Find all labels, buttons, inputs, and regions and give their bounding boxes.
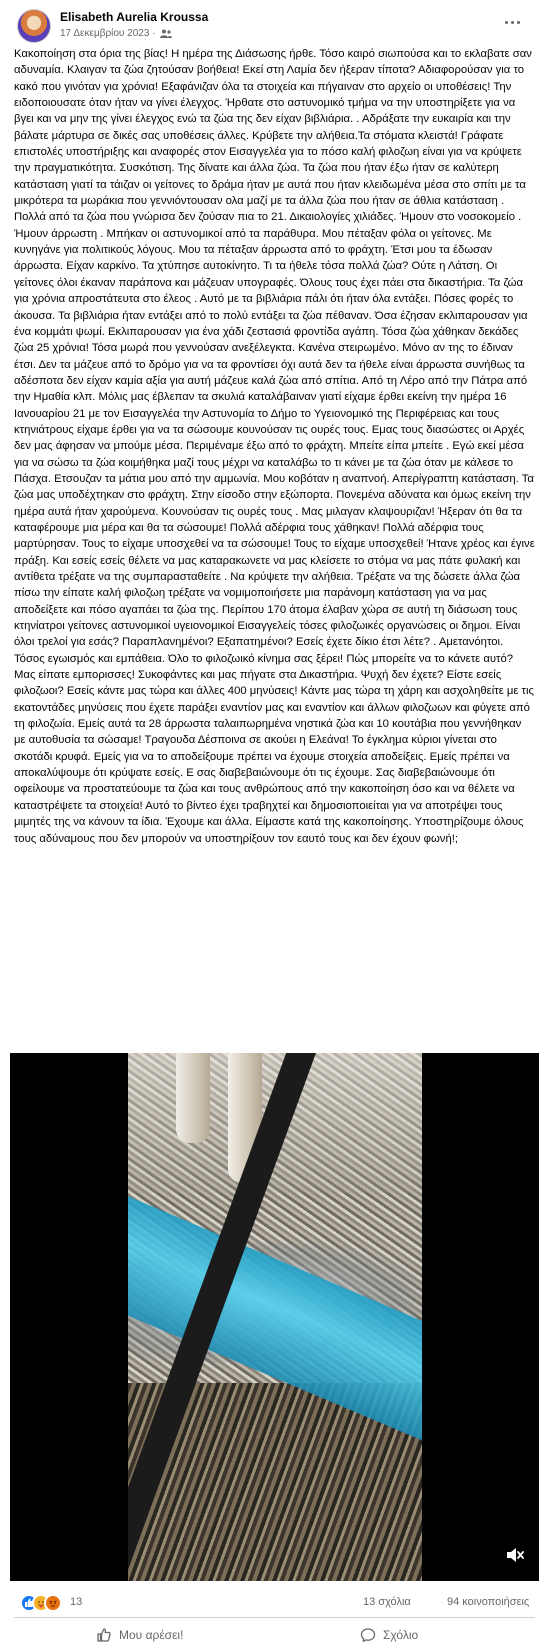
like-label: Μου αρέσει! (119, 1628, 184, 1642)
comment-button[interactable] (360, 1620, 418, 1650)
reactions-bar (0, 1590, 549, 1616)
comment-label: Σχόλιο (383, 1628, 419, 1642)
friends-icon (160, 29, 172, 38)
video-frame (128, 1053, 422, 1581)
thumbs-up-icon (96, 1627, 112, 1643)
post-text: Κακοποίηση στα όρια της βίας! Η ημέρα της Διάσωσης ήρθε. Τόσο καιρό σιωπούσα και το εκλαβατε σαν αδυναμία. Κλαιγαν τα ζώα ζητούσαν βοήθεια! Εκεί στη Λαμία δεν ήξεραν τίποτα? Αδιαφορούσαν για το κακό που γινόταν για χρόνια! Εξαφάνιζαν όλα τα στοιχεία και πήγαιναν στο αρχείο οι υποθέσεις! Την ειδοποιουσατε όταν ήταν να γίνει έλεγχος. Ήρθατε στο αστυνομικό τμήμα να την υποστηρίξετε για να βγει και να μην της γίνει έλεγχος ενώ τα ζώα της δεν είχαν βιβλιάρια. . Αδράξατε την ευκαιρία και την βάλατε μάρτυρα σε δικές σας υποθέσεις άλλες. Κρύβετε την αλήθεια.Τα στόματα κλειστά! Γράφατε επιστολές υποστήριξης και αναφορές στον Εισαγγελέα για το πόσο καλή φιλοζωη είναι για να κρύψετε την πραγματικότητα. Συσκότιση. Της δίνατε και άλλα ζώα. Τα ζώα που ήταν έξω ήταν σε καλύτερη κατάσταση γιατί τα τάιζαν οι γείτονες το δράμα ήταν με αυτά που ήταν κλειδωμένα μέσα στο σπίτι με τα μικρότερα τα μωράκια που γεννιόντουσαν ολα μαζί με τα άλλα ζώα που ήταν σε άθλια κατάσταση . Πολλά από τα ζώα που γνώρισα δεν ζούσαν πια το 21. Δικαιολογίες χιλιάδες. Ήμουν στο νοσοκομείο . Ήμουν άρρωστη . Μπήκαν οι αστυνομικοί από τα παράθυρα. Μου πέταξαν φόλα οι γείτονες. Με κυνηγάνε για πολιτικούς λόγους. Μου τα πέταξαν άρρωστα από το φράχτη. Έτσι μου τα έδωσαν άρρωστα. Είχαν καρκίνο. Τα χτύπησε αυτοκίνητο. Τι τα ήθελε τόσα πολλά ζώα? Ούτε η Λάτση. Οι γείτονες όλοι έκαναν παράπονα και μάζευαν υπογραφές. Όλους τους έχει πάει στα δικαστήρια. Τα ζώα για χρόνια απροστάτευτα στο έλεος . Αυτό με τα βιβλιάρια πάλι ότι ήταν όλα εντάξει. Πόσες φορές το άκουσα. Τα βιβλιάρια ήταν εντάξει από το πολύ εντάξει τα ζώα πέθαναν. Όσα έζησαν εκλιπαρουσαν για ένα κομμάτι ψωμί. Εκλιπαρουσαν για ένα χάδι ζεστασιά φροντίδα αγάπη. Τόσα ζώα χάθηκαν δεκάδες ζώα 25 χρόνια! Τόσα μωρά που γεννούσαν ανεξέλεγκτα. Κανένα στειρωμένο. Μόνο αν της το έδιναν έτσι. Δεν τα μάζευε από το δρόμο για να τα φροντίσει όχι αυτά δεν τα ήθελε είναι άρρωστα συνήθως τα αδέσποτα δεν είχαν καμία αξία για αυτή μάζευε καλά ζώα από σπίτια. Από τη Λέρο από την Πάτρα από την Ημαθία κλπ. Μόλις μας έβλεπαν τα σκυλιά καταλάβαιναν γιατί είχαμε έρθει εκείνη την ημέρα 16 Ιανουαρίου 21 με τον Εισαγγελέα την Αστυνομία το Δήμο το Υγειονομικό της Περιφέρειας και τους κτηνιάτρους είχαμε έρθει για να τα σώσουμε κουνούσαν τις ουρές τους. Εμας τους διασώστες οι Αρχές δεν μας άφησαν να μπούμε μέσα. Περιμέναμε έξω από το φράχτη. Μπείτε είπα μπείτε . Εγώ εκεί μέσα για να σώσω τα ζώα κοιμήθηκα μαζί τους μέχρι να καταλάβω το τι κάνει με τα ζώα όταν με κάλεσε το Πάσχα. Ετσουζαν τα μάτια μου από την αμμωνία. Μου κοβόταν η αναπνοή. Απερίγραπτη κατάσταση. Τα ζώα μας υποδέχτηκαν στο φράχτη. Στην είσοδο στην εξώπορτα. Πονεμένα αδύνατα και όμως εκείνη την ημέρα αυτά ήταν χαρούμενα. Κουνούσαν τις ουρές τους . Μας μιλαγαν κλαψουριζαν! Ήξεραν ότι θα τα καταφέρουμε μια μέρα και θα τα σώσουμε! Πολλά αδέρφια τους χάθηκαν! Πολλά αδέρφια τους μαρτύρησαν. Τους το είχαμε υποσχεθεί να τα σώσουμε! Τους το είχαμε υποσχεθεί! Ήτανε χρέος και έγινε πράξη. Και εσείς εσείς θέλετε να μας καταρακωνετε να μας κλείσετε το στόμα να μας πάτε φυλακή και αντίθετα τρέξατε να της συμπαρασταθείτε . Να κρύψετε την αλήθεια. Τρέξατε να της δώσετε άλλα ζώα πίσω την είπατε καλή φιλοζωη τρέξατε να νομιμοποιήσετε μια παράνομη κατάσταση για να μας αποδείξετε και πόσο αγαπάει τα ζώα της. Περίπου 170 άτομα έλαβαν χώρα σε αυτή τη διάσωση τους κτηνίατροι γείτονες αστυνομικοί υγειονομικοί Εισαγγελείς τόσες φιλοζωικές οργανώσεις οι δημοι. Είναι όλοι τρελοί για εσάς? Παραπλανημένοι? Εξαπατημένοι? Εσείς έχετε δίκιο έτσι λέτε? . Αμετανόητοι. Τόσος εγωισμός και εμπάθεια. Όλο το φιλοζωικό κίνημα σας ξέρει! Πώς μπορείτε να το κάνετε αυτό? Μας είπατε εμπορισσες! Συκοφάντες και μας πήγατε στα Δικαστήρια. Ψυχή δεν έχετε? Είστε εσείς φιλοζωοι? Εσείς κάντε μας τώρα και άλλες 400 μηνύσεις! Κάντε μας τώρα τη χάρη και ασχοληθείτε με τις εκατοντάδες μηνύσεις που έχετε παράξει εναντίον μας και εναντίον και άλλων φιλοζωων και φύγετε από τη φιλοζωία. Εμείς αυτά τα 28 άρρωστα ταλαιπωρημένα νηστικά ζώα και 10 κουτάβια που γεννήθηκαν με αυτοθυσία τα σώσαμε! Τραγουδα Δέσποινα σε ακούει η Ελεάνα! Το έγκλημα κύριοι γίνεται στο σκοτάδι κρυφά. Εμείς για να το αποδείξουμε πρέπει να έχουμε στοιχεία αποδείξεις. Εμείς πρέπει να αποκαλύψουμε ότι κρύψατε εσείς. Ε σας διαβεβαιώνουμε ότι τις έχουμε. Σας διαβεβαιώνουμε ότι οφείλουμε να προστατεύουμε τα ζώα και τους ανθρώπους από την κακοποίηση όσο και να θέλετε να καταστρέψετε τα στοιχεία! Αυτό το βίντεο έχει τραβηχτεί και δημοσιοποιείται για να αποτρέψει τους μιμητές της να κάνουν τα ίδια. Έχουμε και άλλα. Είμαστε κατά της κακοποίησης. Υποστηρίζουμε όλους τους αδύναμους που δεν μπορούν να υποστηρίξουν τον εαυτό τους και δεν έχουν φωνή!; (14, 48, 535, 845)
avatar[interactable] (17, 9, 51, 43)
author-name[interactable]: Elisabeth Aurelia Kroussa (60, 10, 209, 24)
divider (14, 1617, 535, 1618)
post-header (0, 0, 549, 44)
volume-muted-icon[interactable] (505, 1545, 525, 1565)
more-horizontal-icon (505, 21, 508, 24)
angry-icon (44, 1594, 62, 1612)
more-options-button[interactable] (500, 12, 524, 32)
action-bar (0, 1620, 549, 1650)
comment-icon (360, 1627, 376, 1643)
dog-leg (176, 1053, 210, 1143)
post-date[interactable]: 17 Δεκεμβρίου 2023 · (60, 28, 156, 39)
comments-count[interactable]: 13 σχόλια (363, 1596, 411, 1608)
reaction-icons[interactable] (20, 1594, 70, 1612)
like-button[interactable] (96, 1620, 183, 1650)
more-dot (511, 21, 514, 24)
post-meta (60, 28, 172, 39)
reactions-count[interactable]: 13 (70, 1596, 83, 1608)
more-dot (517, 21, 520, 24)
video-player[interactable] (10, 1053, 539, 1581)
shares-count[interactable]: 94 κοινοποιήσεις (447, 1596, 530, 1608)
